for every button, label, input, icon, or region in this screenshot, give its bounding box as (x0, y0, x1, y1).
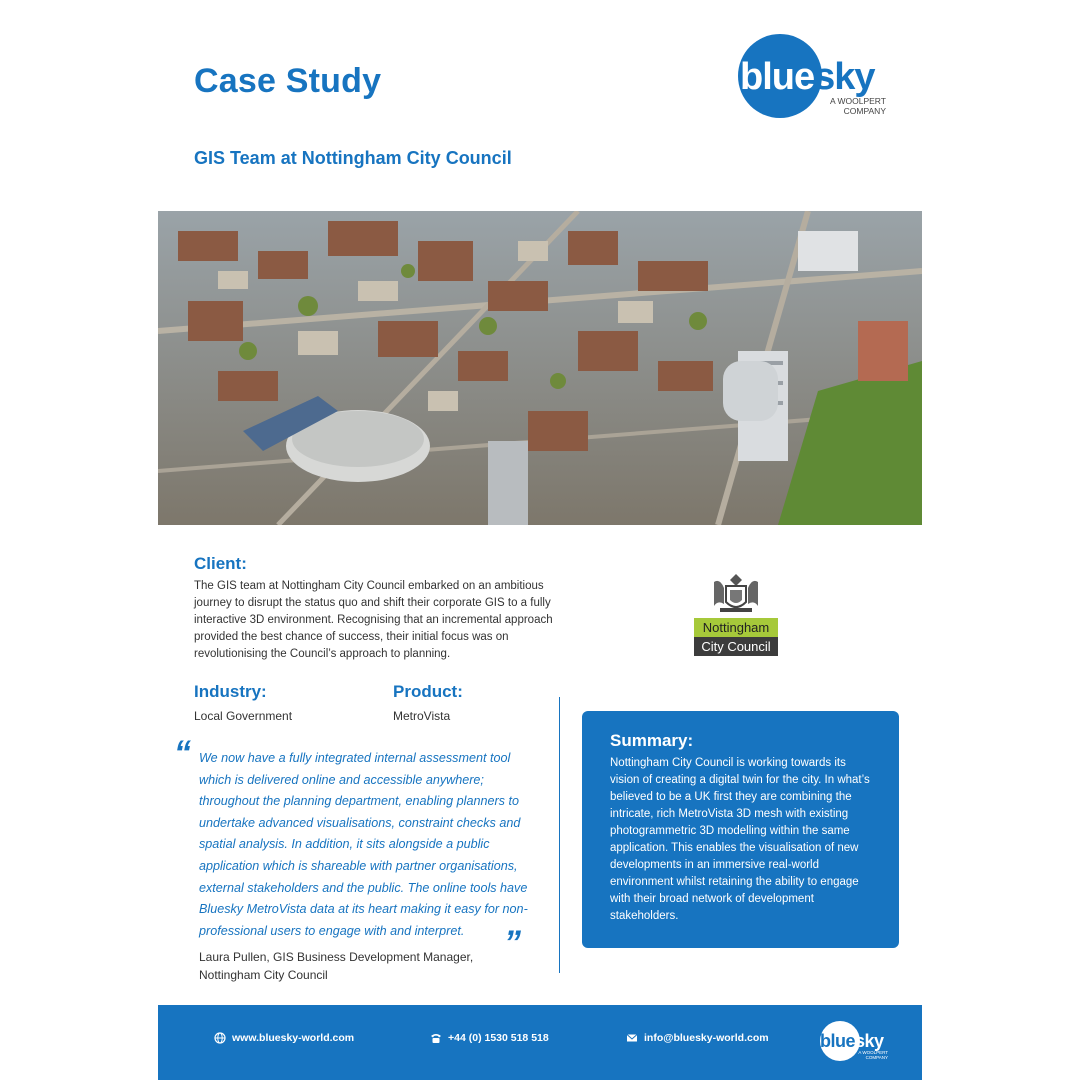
page-title: Case Study (194, 62, 382, 100)
page-subtitle: GIS Team at Nottingham City Council (194, 148, 512, 168)
summary-heading: Summary: (610, 731, 694, 750)
logo-word-blue: blue (740, 56, 815, 98)
product-value: MetroVista (393, 709, 451, 723)
product-heading: Product: (393, 682, 463, 701)
website-link[interactable]: www.bluesky-world.com (232, 1032, 355, 1044)
footer-logo-word-blue: blue (820, 1031, 856, 1051)
footer-phone[interactable] (430, 1032, 549, 1044)
quote-attribution (199, 948, 519, 984)
footer-email[interactable] (626, 1032, 769, 1044)
footer-logo-word-sky: sky (855, 1031, 884, 1051)
envelope-icon (626, 1032, 638, 1044)
open-quote-mark: “ (174, 734, 191, 772)
summary-text: Nottingham City Council is working towards its vision of creating a digital twin for the city. In what’s believed to be a UK first they are combining the intricate, rich MetroVista 3D mesh with existing photogrammetric 3D modelling within the same application. This enables the visualisation of new developments in an immersive real-world environment whilst retaining the ability to engage with their broad network of development stakeholders. (610, 757, 870, 922)
phone-icon (430, 1032, 442, 1044)
phone-number[interactable]: +44 (0) 1530 518 518 (448, 1032, 549, 1044)
client-description: The GIS team at Nottingham City Council embarked on an ambitious journey to disrupt the status quo and shift their corporate GIS to a fully interactive 3D environment. Recognising that an incremental approach provided the best chance of success, their initial focus was on revolutionising the Council’s approach to planning. (194, 580, 553, 660)
logo-wordmark (740, 56, 875, 99)
footer-logo-tagline: A WOOLPERT COMPANY (858, 1050, 888, 1060)
industry-value: Local Government (194, 709, 293, 723)
industry-heading: Industry: (194, 682, 267, 701)
summary-box (582, 711, 899, 948)
client-heading: Client: (194, 554, 247, 573)
attribution-name-role: Laura Pullen, GIS Business Development Manager, (199, 950, 474, 964)
email-link[interactable]: info@bluesky-world.com (644, 1032, 769, 1044)
footer-bar (158, 1005, 922, 1080)
bluesky-logo (734, 34, 894, 124)
footer-logo-wordmark (820, 1031, 884, 1052)
footer-website[interactable] (214, 1032, 354, 1044)
logo-word-sky: sky (814, 56, 875, 98)
attribution-organisation: Nottingham City Council (199, 968, 328, 982)
nottingham-city-council-logo (690, 570, 782, 662)
aerial-city-photo (158, 211, 922, 525)
logo-tagline: A WOOLPERT COMPANY (829, 96, 886, 116)
globe-icon (214, 1032, 226, 1044)
ncc-logo-line1: Nottingham (694, 618, 778, 637)
ncc-logo-line2: City Council (694, 637, 778, 656)
coat-of-arms-icon (708, 570, 764, 616)
column-divider (559, 697, 560, 973)
testimonial-quote: We now have a fully integrated internal assessment tool which is delivered online and accessible anywhere; throughout the planning department, enabling planners to undertake advanced visualisations, constraint checks and spatial analysis. In addition, it sits alongside a public application which is shareable with partner organisations, external stakeholders and the public. The online tools have Bluesky MetroVista data at its heart making it easy for non-professional users to engage with and interpret. (199, 751, 528, 938)
footer-bluesky-logo (818, 1017, 890, 1067)
close-quote-mark: ” (504, 924, 521, 962)
